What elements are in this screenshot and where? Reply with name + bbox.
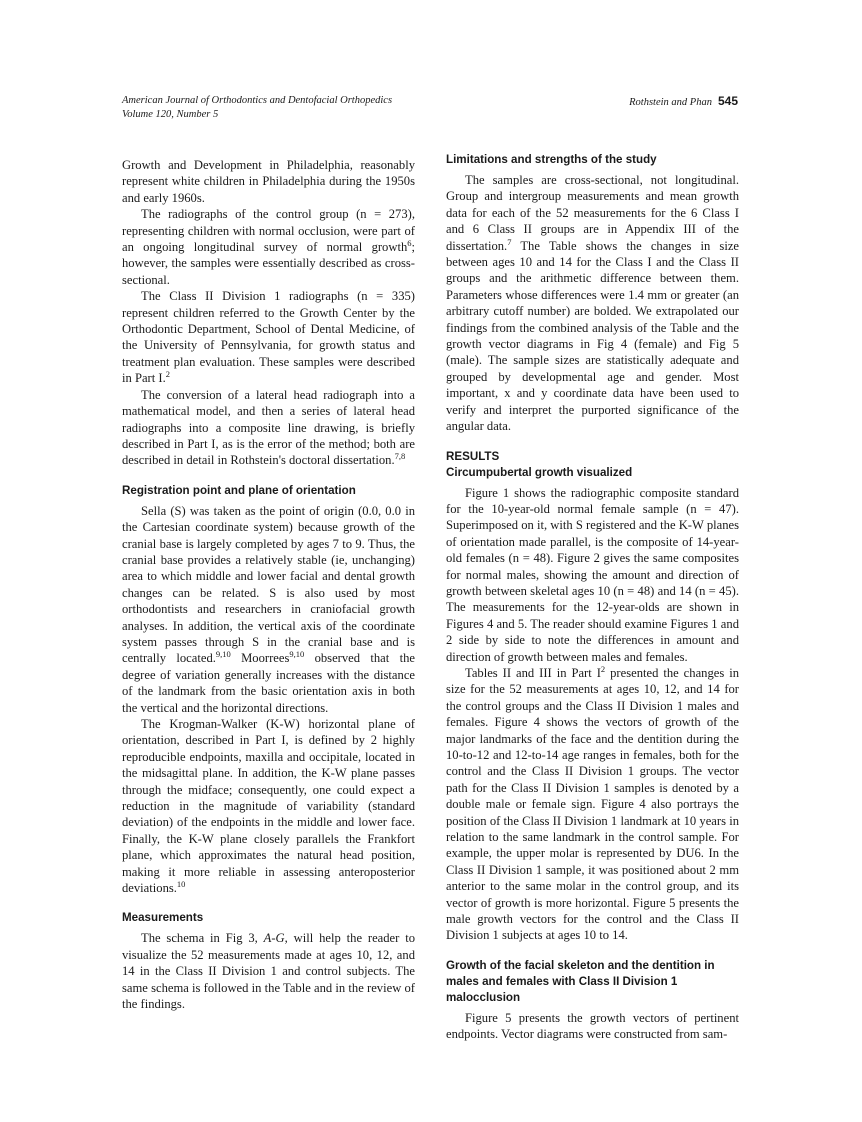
section-heading: Circumpubertal growth visualized [446,465,633,479]
section-registration [122,483,415,897]
citation-superscript: 10 [176,879,186,890]
paragraph [122,288,415,386]
citation-superscript: 2 [165,369,170,380]
text-run: Figure 1 shows the radiographic composite standard for the 10-year-old normal female sample (n = 47). Superimposed on it, with S registered and the K-W planes of orientation made parallel, is the composite of 14-year-old females (n = 48). Figure 2 gives the same composites for normal males, showing the amount and direction of growth between skeletal ages 10 (n = 48) and 14 (n = 45). The measurements for the 12-year-olds are shown in Figures 4 and 5. The reader should examine Figures 1 and 2 side by side to note the differences in amount and direction of growth between males and females. [446,485,739,664]
text-run: Sella (S) was taken as the point of origin (0.0, 0.0 in the Cartesian coordinate system) because growth of the cranial base is largely completed by ages 7 to 9. Thus, the cranial base provides a relatively stable (ie, unchanging) area to which middle and lower facial and dental growth changes can be related. S is also used by most orthodontists and researchers in craniofacial growth analyses. In addition, the vertical axis of the coordinate system passes through S in the cranial base and is centrally located. [122,503,415,666]
section-heading: Growth of the facial skeleton and the dentition in males and females with Class II Division 1 malocclusion [446,958,715,1004]
text-run: Tables II and III in Part I [465,665,601,680]
text-run: The samples are cross-sectional, not longitudinal. Group and intergroup measurements and mean growth data for each of the 52 measurements for the 6 Class I and 6 Class II groups are in Appendix III of the dissertation. [446,173,739,253]
paragraph [446,172,739,435]
paragraph [122,930,415,1012]
section-results [446,449,739,944]
citation-superscript: 7 [507,236,512,247]
section-growth-facial-skeleton [446,958,739,1043]
authors: Rothstein and Phan [629,97,712,108]
right-column [446,152,739,1043]
citation-superscript: 9,10 [215,649,231,660]
text-run: The radiographs of the control group (n = 273), representing children with normal occlusion, were part of an ongoing longitudinal survey of normal growth [122,207,415,255]
running-header-right [629,94,738,110]
journal-volume: Volume 120, Number 5 [122,109,219,120]
paragraph [122,157,415,206]
text-run: The Table shows the changes in size between ages 10 and 14 for the Class I and the Class II groups and the arithmetic difference between them. Parameters whose differences were 1.4 mm or greater (an arbitrary cutoff number) are bolded. We extrapolated our findings from the combined analysis of the Table and the growth vector diagrams in Fig 4 (female) and Fig 5 (male). The sample sizes are statistically adequate and grouped by developmental age and gender. Most important, x and y coordinate data have been used to verify and interpret the purported significance of the angular data. [446,238,739,434]
journal-title: American Journal of Orthodontics and Dentofacial Orthopedics [122,95,393,106]
paragraph [446,665,739,944]
paragraph [446,1010,739,1043]
citation-superscript: 6 [407,238,412,249]
text-run: Figure 5 presents the growth vectors of pertinent endpoints. Vector diagrams were constructed from sam- [446,1010,739,1042]
text-run: will help the reader to visualize the 52 measurements made at ages 10, 12, and 14 in the Class II Division 1 and control subjects. The same schema is followed in the Table and in the review of the findings. [122,931,415,1012]
paragraph [446,485,739,665]
section-heading: Limitations and strengths of the study [446,153,657,166]
section-measurements [122,910,415,1012]
text-run: The conversion of a lateral head radiograph into a mathematical model, and then a series of lateral head radiographs into a composite line drawing, is briefly described in Part I, as is the error of the method; both are described in detail in Rothstein's doctoral dissertation. [122,387,415,468]
section-heading: Measurements [122,911,204,925]
citation-superscript: 2 [600,663,606,674]
page-number: 545 [717,94,738,108]
left-column [122,157,415,1013]
text-run: presented the changes in size for the 52 measurements at ages 10, 12, and 14 for the control groups and the Class II Division 1 males and females. Figure 4 shows the vectors of growth of the major landmarks of the face and the dentition during the 10-to-12 and 12-to-14 age ranges in females, both for the control and the Class II Division 1 groups. The vector path for the Class II Division 1 samples is denoted by a double male or female sign. Figure 4 also portrays the position of the Class II Division 1 landmark at 10 years in relation to the same landmark in the control sample. For example, the upper molar is represented by DU6. In the Class II Division 1 sample, it was positioned about 2 mm anterior to the same molar in the control group, and its vector of growth is more horizontal. Figure 5 presents the male growth vectors for the control and the Class II Division 1 subjects at ages 10 to 14. [446,665,740,943]
citation-superscript: 7,8 [394,451,406,462]
text-run: observed that the degree of variation generally increases with the distance of the landmark from the basic orientation axis in both the vertical and the horizontal directions. [122,651,415,715]
citation-superscript: 9,10 [289,649,305,660]
text-run: The schema in Fig 3, [141,931,264,946]
section-heading: Registration point and plane of orientation [122,483,356,497]
text-run: The Class II Division 1 radiographs (n = 335) represent children referred to the Growth Center by the Orthodontic Department, School of Dental Medicine, of the University of Pennsylvania, for growth status and treatment plan evaluation. These samples were described in Part I. [122,289,415,386]
text-run: Moorrees [230,651,290,666]
paragraph [122,206,415,288]
paragraph [122,716,415,896]
section-heading: RESULTS [446,449,500,463]
text-run: ; however, the samples were essentially described as cross-sectional. [122,240,415,287]
paragraph [122,503,415,716]
text-block [122,157,415,469]
text-run: Growth and Development in Philadelphia, reasonably represent white children in Philadelphia during the 1950s and early 1960s. [122,158,415,205]
italic-text: A-G, [263,931,288,946]
text-run: The Krogman-Walker (K-W) horizontal plane of orientation, described in Part I, is defined by 2 highly reproducible endpoints, maxilla and occipitale, located in the midsagittal plane. In addition, the K-W plane passes through the midface; consequently, one could expect a reduction in the magnitude of variability (standard deviation) of the endpoints in the middle and lower face. Finally, the K-W plane closely parallels the Frankfort plane, which approximates the natural head position, making it more reliable in assessing anteroposterior deviations. [122,717,415,896]
running-header-left [122,94,392,122]
section-limitations [446,152,739,435]
paragraph [122,387,415,469]
